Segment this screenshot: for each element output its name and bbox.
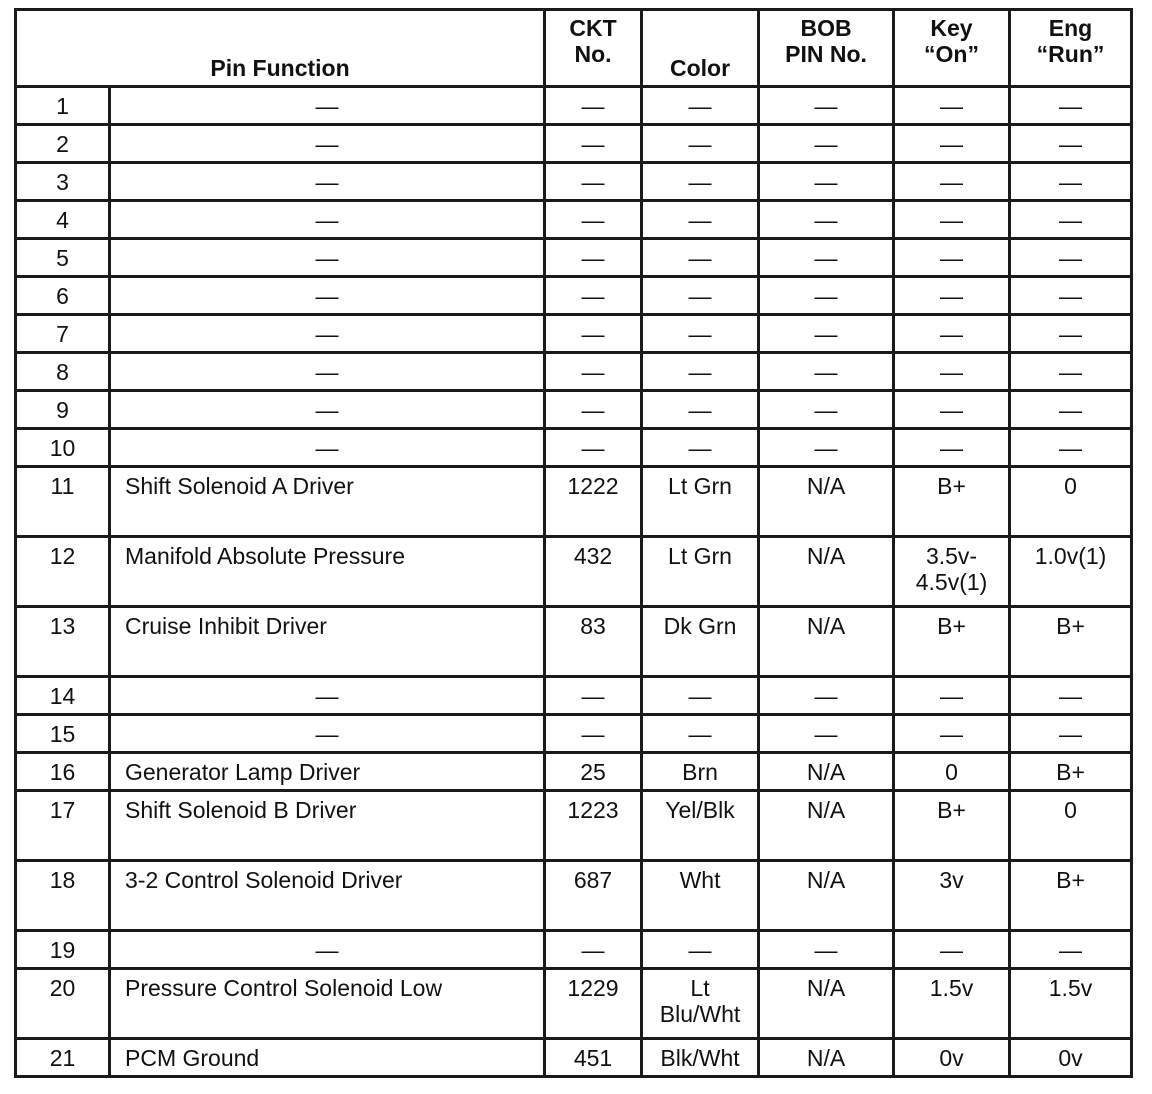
key-on-cell: — xyxy=(894,201,1010,239)
pin-number-cell: 7 xyxy=(16,315,110,353)
bob-pin-cell: — xyxy=(759,391,894,429)
bob-pin-cell: N/A xyxy=(759,753,894,791)
table-row xyxy=(16,931,1132,969)
eng-run-cell: — xyxy=(1010,277,1132,315)
wire-color-cell: Yel/Blk xyxy=(642,791,759,861)
bob-pin-cell: N/A xyxy=(759,791,894,861)
table-row xyxy=(16,391,1132,429)
ckt-number-cell: — xyxy=(545,353,642,391)
wire-color-cell: Blk/Wht xyxy=(642,1039,759,1077)
bob-pin-cell: — xyxy=(759,677,894,715)
bob-pin-cell: — xyxy=(759,163,894,201)
bob-pin-cell: N/A xyxy=(759,537,894,607)
key-on-cell: — xyxy=(894,677,1010,715)
ckt-number-cell: — xyxy=(545,715,642,753)
ckt-number-cell: — xyxy=(545,239,642,277)
header-ckt-no: CKT No. xyxy=(545,10,642,87)
pin-number-cell: 18 xyxy=(16,861,110,931)
pin-function-cell: — xyxy=(110,125,545,163)
key-on-cell: 0 xyxy=(894,753,1010,791)
pin-number-cell: 15 xyxy=(16,715,110,753)
pin-function-cell: — xyxy=(110,931,545,969)
ckt-number-cell: 1229 xyxy=(545,969,642,1039)
bob-pin-cell: N/A xyxy=(759,607,894,677)
pin-function-cell: — xyxy=(110,715,545,753)
pin-number-cell: 2 xyxy=(16,125,110,163)
pin-number-cell: 3 xyxy=(16,163,110,201)
pin-number-cell: 20 xyxy=(16,969,110,1039)
pin-function-cell: Cruise Inhibit Driver xyxy=(110,607,545,677)
eng-run-cell: — xyxy=(1010,125,1132,163)
header-key-on: Key “On” xyxy=(894,10,1010,87)
ckt-number-cell: — xyxy=(545,201,642,239)
table-row xyxy=(16,607,1132,677)
eng-run-cell: B+ xyxy=(1010,861,1132,931)
pin-number-cell: 14 xyxy=(16,677,110,715)
eng-run-cell: — xyxy=(1010,315,1132,353)
wire-color-cell: — xyxy=(642,277,759,315)
eng-run-cell: B+ xyxy=(1010,753,1132,791)
wire-color-cell: Lt Blu/Wht xyxy=(642,969,759,1039)
key-on-cell: — xyxy=(894,125,1010,163)
wire-color-cell: — xyxy=(642,125,759,163)
bob-pin-cell: — xyxy=(759,87,894,125)
ckt-number-cell: — xyxy=(545,87,642,125)
pin-function-cell: — xyxy=(110,677,545,715)
ckt-number-cell: 1223 xyxy=(545,791,642,861)
key-on-cell: — xyxy=(894,715,1010,753)
wire-color-cell: Dk Grn xyxy=(642,607,759,677)
wire-color-cell: — xyxy=(642,715,759,753)
wire-color-cell: — xyxy=(642,315,759,353)
wire-color-cell: Lt Grn xyxy=(642,537,759,607)
header-bob-pin-no: BOB PIN No. xyxy=(759,10,894,87)
ckt-number-cell: — xyxy=(545,125,642,163)
bob-pin-cell: N/A xyxy=(759,969,894,1039)
bob-pin-cell: N/A xyxy=(759,861,894,931)
table-row xyxy=(16,537,1132,607)
key-on-cell: 3v xyxy=(894,861,1010,931)
pin-function-cell: — xyxy=(110,277,545,315)
key-on-cell: — xyxy=(894,277,1010,315)
table-row xyxy=(16,715,1132,753)
ckt-number-cell: 25 xyxy=(545,753,642,791)
table-row xyxy=(16,677,1132,715)
ckt-number-cell: 687 xyxy=(545,861,642,931)
eng-run-cell: 0 xyxy=(1010,791,1132,861)
wire-color-cell: — xyxy=(642,391,759,429)
bob-pin-cell: — xyxy=(759,201,894,239)
wire-color-cell: — xyxy=(642,87,759,125)
key-on-cell: — xyxy=(894,163,1010,201)
eng-run-cell: 1.0v(1) xyxy=(1010,537,1132,607)
pin-number-cell: 1 xyxy=(16,87,110,125)
ckt-number-cell: — xyxy=(545,277,642,315)
pin-function-cell: — xyxy=(110,87,545,125)
key-on-cell: 1.5v xyxy=(894,969,1010,1039)
wire-color-cell: Brn xyxy=(642,753,759,791)
key-on-cell: 0v xyxy=(894,1039,1010,1077)
ckt-number-cell: 451 xyxy=(545,1039,642,1077)
wire-color-cell: — xyxy=(642,429,759,467)
pin-number-cell: 5 xyxy=(16,239,110,277)
eng-run-cell: — xyxy=(1010,715,1132,753)
pin-number-cell: 9 xyxy=(16,391,110,429)
key-on-cell: 3.5v- 4.5v(1) xyxy=(894,537,1010,607)
table-row xyxy=(16,163,1132,201)
eng-run-cell: 0 xyxy=(1010,467,1132,537)
pin-number-cell: 19 xyxy=(16,931,110,969)
eng-run-cell: — xyxy=(1010,391,1132,429)
table-row xyxy=(16,239,1132,277)
bob-pin-cell: — xyxy=(759,239,894,277)
table-row xyxy=(16,315,1132,353)
bob-pin-cell: — xyxy=(759,125,894,163)
pin-function-cell: — xyxy=(110,353,545,391)
bob-pin-cell: — xyxy=(759,353,894,391)
table-row xyxy=(16,87,1132,125)
table-row xyxy=(16,791,1132,861)
table-row xyxy=(16,861,1132,931)
wire-color-cell: Wht xyxy=(642,861,759,931)
header-color: Color xyxy=(642,10,759,87)
pin-function-cell: Manifold Absolute Pressure xyxy=(110,537,545,607)
wire-color-cell: Lt Grn xyxy=(642,467,759,537)
pin-number-cell: 6 xyxy=(16,277,110,315)
pin-function-cell: — xyxy=(110,429,545,467)
pin-number-cell: 12 xyxy=(16,537,110,607)
pin-number-cell: 16 xyxy=(16,753,110,791)
bob-pin-cell: — xyxy=(759,429,894,467)
bob-pin-cell: — xyxy=(759,277,894,315)
ckt-number-cell: — xyxy=(545,391,642,429)
eng-run-cell: 0v xyxy=(1010,1039,1132,1077)
pin-number-cell: 4 xyxy=(16,201,110,239)
bob-pin-cell: N/A xyxy=(759,467,894,537)
eng-run-cell: — xyxy=(1010,87,1132,125)
wire-color-cell: — xyxy=(642,163,759,201)
wire-color-cell: — xyxy=(642,931,759,969)
eng-run-cell: — xyxy=(1010,677,1132,715)
pin-function-cell: — xyxy=(110,391,545,429)
header-row xyxy=(16,10,1132,87)
eng-run-cell: — xyxy=(1010,429,1132,467)
pin-function-cell: Shift Solenoid B Driver xyxy=(110,791,545,861)
wire-color-cell: — xyxy=(642,239,759,277)
pin-function-cell: Generator Lamp Driver xyxy=(110,753,545,791)
table-body xyxy=(16,87,1132,1077)
pin-number-cell: 11 xyxy=(16,467,110,537)
key-on-cell: — xyxy=(894,239,1010,277)
pin-number-cell: 21 xyxy=(16,1039,110,1077)
wire-color-cell: — xyxy=(642,201,759,239)
table-row xyxy=(16,1039,1132,1077)
eng-run-cell: — xyxy=(1010,163,1132,201)
pin-number-cell: 10 xyxy=(16,429,110,467)
ckt-number-cell: — xyxy=(545,931,642,969)
key-on-cell: — xyxy=(894,87,1010,125)
ckt-number-cell: — xyxy=(545,315,642,353)
key-on-cell: B+ xyxy=(894,791,1010,861)
table-row xyxy=(16,125,1132,163)
bob-pin-cell: — xyxy=(759,715,894,753)
pin-function-cell: — xyxy=(110,201,545,239)
table-row xyxy=(16,753,1132,791)
eng-run-cell: — xyxy=(1010,353,1132,391)
header-pin-function: Pin Function xyxy=(16,10,545,87)
pin-number-cell: 13 xyxy=(16,607,110,677)
header-eng-run: Eng “Run” xyxy=(1010,10,1132,87)
bob-pin-cell: — xyxy=(759,315,894,353)
eng-run-cell: — xyxy=(1010,239,1132,277)
wire-color-cell: — xyxy=(642,353,759,391)
table-row xyxy=(16,353,1132,391)
ckt-number-cell: 83 xyxy=(545,607,642,677)
key-on-cell: B+ xyxy=(894,607,1010,677)
table-row xyxy=(16,201,1132,239)
bob-pin-cell: — xyxy=(759,931,894,969)
pin-function-cell: Shift Solenoid A Driver xyxy=(110,467,545,537)
table-row xyxy=(16,277,1132,315)
key-on-cell: — xyxy=(894,353,1010,391)
ckt-number-cell: — xyxy=(545,429,642,467)
key-on-cell: — xyxy=(894,391,1010,429)
pin-function-cell: 3-2 Control Solenoid Driver xyxy=(110,861,545,931)
eng-run-cell: — xyxy=(1010,201,1132,239)
ckt-number-cell: 432 xyxy=(545,537,642,607)
pin-function-cell: — xyxy=(110,239,545,277)
ckt-number-cell: — xyxy=(545,163,642,201)
eng-run-cell: 1.5v xyxy=(1010,969,1132,1039)
table-row xyxy=(16,467,1132,537)
key-on-cell: — xyxy=(894,931,1010,969)
eng-run-cell: B+ xyxy=(1010,607,1132,677)
key-on-cell: — xyxy=(894,315,1010,353)
key-on-cell: B+ xyxy=(894,467,1010,537)
pin-function-cell: — xyxy=(110,163,545,201)
table-row xyxy=(16,429,1132,467)
ckt-number-cell: — xyxy=(545,677,642,715)
pin-function-cell: Pressure Control Solenoid Low xyxy=(110,969,545,1039)
pin-function-cell: — xyxy=(110,315,545,353)
wire-color-cell: — xyxy=(642,677,759,715)
eng-run-cell: — xyxy=(1010,931,1132,969)
pin-number-cell: 8 xyxy=(16,353,110,391)
bob-pin-cell: N/A xyxy=(759,1039,894,1077)
pin-function-cell: PCM Ground xyxy=(110,1039,545,1077)
table-row xyxy=(16,969,1132,1039)
ckt-number-cell: 1222 xyxy=(545,467,642,537)
pin-number-cell: 17 xyxy=(16,791,110,861)
pin-function-table xyxy=(14,8,1133,1078)
key-on-cell: — xyxy=(894,429,1010,467)
